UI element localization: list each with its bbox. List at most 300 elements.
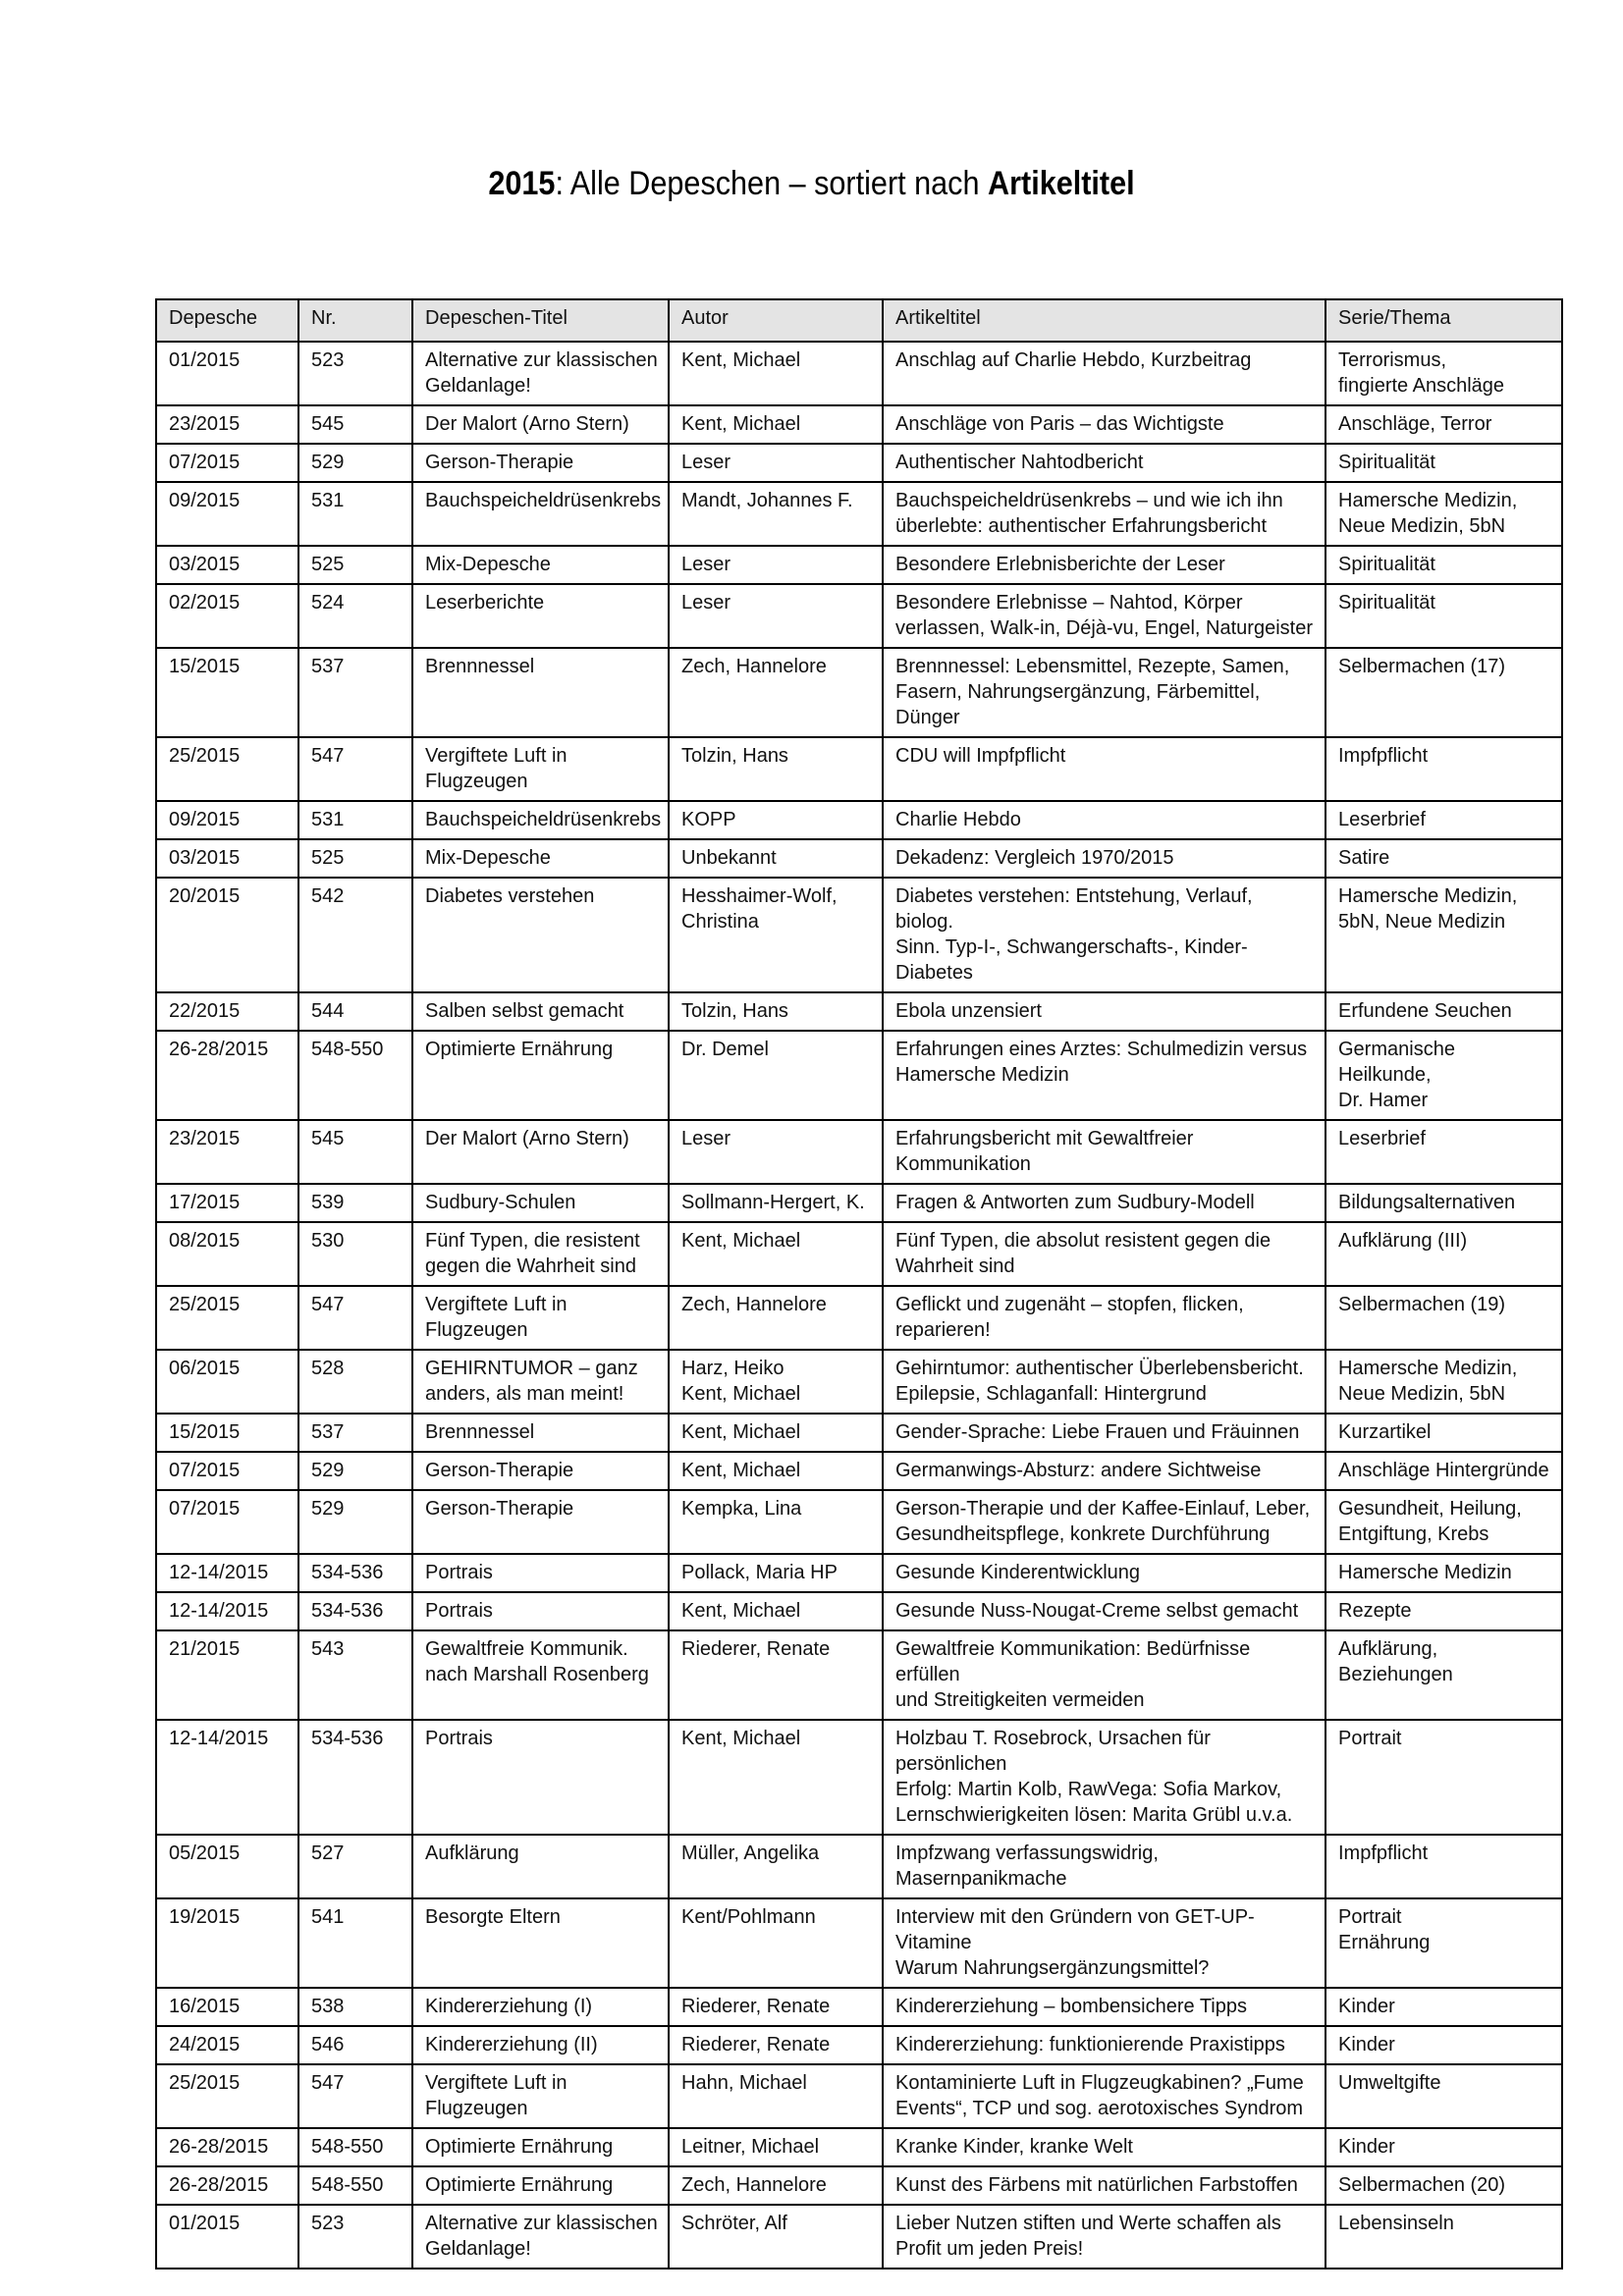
cell-depeschen-titel-text: Diabetes verstehen	[425, 885, 595, 907]
table-row	[156, 1184, 1562, 1222]
cell-nr-text: 547	[311, 1294, 345, 1315]
table-row	[156, 2128, 1562, 2166]
cell-nr-text: 542	[311, 885, 345, 907]
cell-artikeltitel-text: Kontaminierte Luft in Flugzeugkabinen? „Fume Events“, TCP und sog. aerotoxisches Syndrom	[895, 2072, 1304, 2119]
cell-nr-text: 534-536	[311, 1728, 384, 1749]
cell-nr-text: 525	[311, 847, 345, 869]
cell-nr-text: 547	[311, 745, 345, 767]
cell-serie-thema	[1325, 1720, 1562, 1835]
cell-depesche-text: 26-28/2015	[169, 2174, 269, 2196]
cell-depeschen-titel-text: Alternative zur klassischen Geldanlage!	[425, 349, 658, 397]
cell-autor	[669, 546, 883, 584]
cell-depeschen-titel	[412, 342, 669, 405]
cell-serie-thema	[1325, 1490, 1562, 1554]
table-row	[156, 648, 1562, 737]
cell-depeschen-titel-text: Gewaltfreie Kommunik. nach Marshall Rosenberg	[425, 1638, 649, 1685]
cell-nr-text: 548-550	[311, 2174, 384, 2196]
cell-serie-thema	[1325, 992, 1562, 1031]
cell-artikeltitel-text: Gehirntumor: authentischer Überlebensbericht. Epilepsie, Schlaganfall: Hintergrund	[895, 1358, 1304, 1405]
cell-autor	[669, 342, 883, 405]
cell-depesche-text: 19/2015	[169, 1906, 241, 1928]
cell-serie-thema-text: Satire	[1338, 847, 1390, 869]
cell-nr-text: 537	[311, 656, 345, 677]
cell-depesche-text: 22/2015	[169, 1000, 241, 1022]
table-row	[156, 839, 1562, 878]
table-row	[156, 1988, 1562, 2026]
table-row	[156, 1835, 1562, 1898]
cell-depeschen-titel	[412, 546, 669, 584]
cell-artikeltitel	[883, 1120, 1325, 1184]
cell-serie-thema-text: Aufklärung, Beziehungen	[1338, 1638, 1453, 1685]
cell-artikeltitel-text: Lieber Nutzen stiften und Werte schaffen als Profit um jeden Preis!	[895, 2213, 1281, 2260]
cell-depesche-text: 12-14/2015	[169, 1562, 269, 1583]
cell-nr	[298, 342, 412, 405]
cell-nr-text: 529	[311, 1498, 345, 1520]
cell-autor-text: Zech, Hannelore	[681, 1294, 827, 1315]
cell-autor	[669, 1490, 883, 1554]
cell-serie-thema-text: Impfpflicht	[1338, 745, 1429, 767]
cell-depesche-text: 25/2015	[169, 1294, 241, 1315]
cell-nr	[298, 2128, 412, 2166]
cell-depesche-text: 15/2015	[169, 1421, 241, 1443]
cell-depeschen-titel	[412, 2166, 669, 2205]
cell-nr-text: 548-550	[311, 1039, 384, 1060]
cell-depesche-text: 01/2015	[169, 349, 241, 371]
cell-artikeltitel	[883, 2128, 1325, 2166]
cell-autor	[669, 1350, 883, 1414]
cell-depeschen-titel-text: Vergiftete Luft in Flugzeugen	[425, 1294, 568, 1341]
cell-depeschen-titel	[412, 801, 669, 839]
table-header	[156, 299, 1562, 342]
cell-serie-thema	[1325, 482, 1562, 546]
cell-autor-text: Mandt, Johannes F.	[681, 490, 853, 511]
cell-nr	[298, 801, 412, 839]
cell-depesche	[156, 1414, 298, 1452]
cell-depesche	[156, 801, 298, 839]
cell-nr-text: 547	[311, 2072, 345, 2094]
cell-nr-text: 529	[311, 1460, 345, 1481]
cell-serie-thema	[1325, 444, 1562, 482]
cell-serie-thema	[1325, 405, 1562, 444]
cell-nr	[298, 2064, 412, 2128]
table-row	[156, 1222, 1562, 1286]
cell-serie-thema	[1325, 1031, 1562, 1120]
cell-artikeltitel	[883, 405, 1325, 444]
cell-autor	[669, 2205, 883, 2269]
cell-depesche	[156, 482, 298, 546]
cell-depeschen-titel	[412, 1414, 669, 1452]
cell-depeschen-titel-text: Optimierte Ernährung	[425, 1039, 614, 1060]
cell-serie-thema-text: Selbermachen (17)	[1338, 656, 1506, 677]
depeschen-table	[155, 298, 1563, 2269]
cell-depeschen-titel-text: Der Malort (Arno Stern)	[425, 1128, 629, 1149]
cell-nr-text: 539	[311, 1192, 345, 1213]
table-row	[156, 1286, 1562, 1350]
cell-serie-thema	[1325, 1222, 1562, 1286]
cell-depeschen-titel-text: Alternative zur klassischen Geldanlage!	[425, 2213, 658, 2260]
cell-depeschen-titel	[412, 2128, 669, 2166]
cell-depesche	[156, 1988, 298, 2026]
cell-nr	[298, 992, 412, 1031]
cell-artikeltitel-text: Gender-Sprache: Liebe Frauen und Fräuinnen	[895, 1421, 1300, 1443]
cell-serie-thema-text: Hamersche Medizin, Neue Medizin, 5bN	[1338, 490, 1518, 537]
cell-depesche-text: 17/2015	[169, 1192, 241, 1213]
cell-depeschen-titel-text: GEHIRNTUMOR – ganz anders, als man meint!	[425, 1358, 638, 1405]
cell-autor	[669, 1630, 883, 1720]
cell-nr	[298, 1286, 412, 1350]
cell-depesche-text: 07/2015	[169, 452, 241, 473]
cell-nr-text: 541	[311, 1906, 345, 1928]
cell-depesche-text: 08/2015	[169, 1230, 241, 1252]
cell-depesche	[156, 1184, 298, 1222]
cell-nr-text: 527	[311, 1842, 345, 1864]
cell-depesche-text: 23/2015	[169, 413, 241, 435]
cell-depesche	[156, 878, 298, 992]
cell-nr	[298, 2205, 412, 2269]
cell-autor-text: Riederer, Renate	[681, 2034, 831, 2056]
cell-autor-text: Unbekannt	[681, 847, 777, 869]
cell-artikeltitel	[883, 878, 1325, 992]
table-row	[156, 801, 1562, 839]
cell-artikeltitel	[883, 2166, 1325, 2205]
cell-artikeltitel-text: Besondere Erlebnisberichte der Leser	[895, 554, 1225, 575]
cell-depesche-text: 25/2015	[169, 2072, 241, 2094]
cell-depeschen-titel	[412, 2064, 669, 2128]
cell-depeschen-titel	[412, 405, 669, 444]
cell-depesche-text: 20/2015	[169, 885, 241, 907]
cell-depeschen-titel-text: Der Malort (Arno Stern)	[425, 413, 629, 435]
cell-autor	[669, 584, 883, 648]
cell-autor-text: Riederer, Renate	[681, 1638, 831, 1660]
cell-depesche-text: 03/2015	[169, 554, 241, 575]
cell-serie-thema	[1325, 2205, 1562, 2269]
cell-serie-thema-text: Selbermachen (19)	[1338, 1294, 1506, 1315]
cell-depesche	[156, 1592, 298, 1630]
cell-autor	[669, 405, 883, 444]
cell-nr-text: 531	[311, 490, 345, 511]
cell-depesche-text: 06/2015	[169, 1358, 241, 1379]
cell-depesche-text: 09/2015	[169, 490, 241, 511]
cell-artikeltitel-text: Impfzwang verfassungswidrig, Masernpanikmache	[895, 1842, 1159, 1890]
cell-artikeltitel-text: Kindererziehung – bombensichere Tipps	[895, 1996, 1247, 2017]
cell-depesche	[156, 405, 298, 444]
cell-artikeltitel	[883, 482, 1325, 546]
cell-depesche-text: 21/2015	[169, 1638, 241, 1660]
cell-artikeltitel-text: Bauchspeicheldrüsenkrebs – und wie ich ihn überlebte: authentischer Erfahrungsbericht	[895, 490, 1283, 537]
cell-autor-text: Kent, Michael	[681, 413, 801, 435]
cell-autor	[669, 878, 883, 992]
cell-artikeltitel-text: Kindererziehung: funktionierende Praxistipps	[895, 2034, 1285, 2056]
cell-autor-text: Hahn, Michael	[681, 2072, 807, 2094]
cell-autor	[669, 992, 883, 1031]
cell-artikeltitel	[883, 1222, 1325, 1286]
title-sort-key: Artikeltitel	[987, 165, 1135, 202]
title-year: 2015	[488, 165, 556, 202]
table-row	[156, 1720, 1562, 1835]
cell-autor-text: Kempka, Lina	[681, 1498, 802, 1520]
cell-depeschen-titel-text: Brennnessel	[425, 656, 535, 677]
table-row	[156, 584, 1562, 648]
cell-depesche-text: 03/2015	[169, 847, 241, 869]
cell-artikeltitel-text: Authentischer Nahtodbericht	[895, 452, 1144, 473]
cell-artikeltitel-text: Brennnessel: Lebensmittel, Rezepte, Samen, Fasern, Nahrungsergänzung, Färbemittel, Dünger	[895, 656, 1290, 728]
cell-depeschen-titel-text: Mix-Depesche	[425, 847, 551, 869]
cell-serie-thema-text: Impfpflicht	[1338, 1842, 1429, 1864]
cell-depesche-text: 07/2015	[169, 1460, 241, 1481]
cell-artikeltitel	[883, 342, 1325, 405]
cell-depeschen-titel-text: Brennnessel	[425, 1421, 535, 1443]
cell-depeschen-titel	[412, 1592, 669, 1630]
cell-depesche-text: 16/2015	[169, 1996, 241, 2017]
cell-nr-text: 543	[311, 1638, 345, 1660]
cell-serie-thema-text: Hamersche Medizin	[1338, 1562, 1512, 1583]
cell-autor	[669, 1414, 883, 1452]
cell-depesche-text: 09/2015	[169, 809, 241, 830]
cell-autor	[669, 1720, 883, 1835]
cell-depesche	[156, 1031, 298, 1120]
cell-nr	[298, 1720, 412, 1835]
cell-serie-thema-text: Spiritualität	[1338, 592, 1435, 614]
cell-depesche-text: 12-14/2015	[169, 1600, 269, 1622]
cell-nr	[298, 2026, 412, 2064]
table-row	[156, 1414, 1562, 1452]
cell-autor-text: Leitner, Michael	[681, 2136, 820, 2158]
cell-autor-text: Kent, Michael	[681, 1421, 801, 1443]
cell-nr	[298, 1490, 412, 1554]
cell-depeschen-titel	[412, 1988, 669, 2026]
table-row	[156, 2064, 1562, 2128]
cell-artikeltitel-text: Gesunde Kinderentwicklung	[895, 1562, 1141, 1583]
cell-serie-thema-text: Portrait Ernährung	[1338, 1906, 1431, 1953]
cell-depeschen-titel-text: Gerson-Therapie	[425, 452, 574, 473]
cell-nr	[298, 584, 412, 648]
cell-artikeltitel	[883, 1452, 1325, 1490]
cell-artikeltitel	[883, 1414, 1325, 1452]
cell-autor-text: KOPP	[681, 809, 736, 830]
cell-serie-thema-text: Kinder	[1338, 2034, 1395, 2056]
cell-artikeltitel	[883, 801, 1325, 839]
cell-depeschen-titel-text: Kindererziehung (II)	[425, 2034, 598, 2056]
table-row	[156, 405, 1562, 444]
cell-depesche	[156, 1490, 298, 1554]
table-row	[156, 878, 1562, 992]
cell-depeschen-titel-text: Portrais	[425, 1600, 493, 1622]
cell-serie-thema-text: Kinder	[1338, 1996, 1395, 2017]
cell-serie-thema	[1325, 737, 1562, 801]
cell-serie-thema-text: Gesundheit, Heilung, Entgiftung, Krebs	[1338, 1498, 1522, 1545]
cell-artikeltitel-text: Kunst des Färbens mit natürlichen Farbstoffen	[895, 2174, 1298, 2196]
cell-autor-text: Leser	[681, 1128, 731, 1149]
cell-artikeltitel	[883, 1286, 1325, 1350]
cell-depesche	[156, 1630, 298, 1720]
cell-depesche-text: 24/2015	[169, 2034, 241, 2056]
cell-serie-thema-text: Germanische Heilkunde, Dr. Hamer	[1338, 1039, 1455, 1111]
cell-depeschen-titel	[412, 1554, 669, 1592]
cell-depeschen-titel-text: Salben selbst gemacht	[425, 1000, 624, 1022]
cell-artikeltitel-text: Fragen & Antworten zum Sudbury-Modell	[895, 1192, 1255, 1213]
cell-artikeltitel	[883, 2205, 1325, 2269]
cell-artikeltitel	[883, 1031, 1325, 1120]
cell-serie-thema	[1325, 2166, 1562, 2205]
page-title	[81, 165, 1542, 203]
cell-artikeltitel	[883, 1350, 1325, 1414]
cell-depeschen-titel-text: Optimierte Ernährung	[425, 2136, 614, 2158]
cell-serie-thema	[1325, 1592, 1562, 1630]
cell-nr-text: 538	[311, 1996, 345, 2017]
cell-autor	[669, 1031, 883, 1120]
cell-depesche	[156, 1835, 298, 1898]
cell-depeschen-titel	[412, 1452, 669, 1490]
cell-autor-text: Leser	[681, 554, 731, 575]
cell-artikeltitel	[883, 737, 1325, 801]
column-header-depesche: Depesche	[156, 299, 298, 342]
cell-autor	[669, 1835, 883, 1898]
cell-depeschen-titel-text: Fünf Typen, die resistent gegen die Wahrheit sind	[425, 1230, 640, 1277]
cell-depesche	[156, 839, 298, 878]
cell-depeschen-titel-text: Mix-Depesche	[425, 554, 551, 575]
cell-autor-text: Tolzin, Hans	[681, 1000, 788, 1022]
cell-serie-thema-text: Anschläge Hintergründe	[1338, 1460, 1549, 1481]
cell-serie-thema-text: Umweltgifte	[1338, 2072, 1441, 2094]
cell-depeschen-titel	[412, 1490, 669, 1554]
cell-depesche	[156, 1720, 298, 1835]
cell-autor	[669, 1452, 883, 1490]
cell-depeschen-titel	[412, 1286, 669, 1350]
cell-depesche	[156, 2128, 298, 2166]
cell-serie-thema	[1325, 1898, 1562, 1988]
cell-depesche	[156, 1222, 298, 1286]
cell-depeschen-titel-text: Gerson-Therapie	[425, 1460, 574, 1481]
cell-depeschen-titel-text: Besorgte Eltern	[425, 1906, 561, 1928]
depeschen-table-container	[155, 298, 1561, 2269]
cell-artikeltitel-text: Erfahrungen eines Arztes: Schulmedizin versus Hamersche Medizin	[895, 1039, 1308, 1086]
cell-autor-text: Sollmann-Hergert, K.	[681, 1192, 865, 1213]
cell-nr	[298, 1031, 412, 1120]
cell-autor	[669, 444, 883, 482]
cell-nr	[298, 405, 412, 444]
cell-serie-thema	[1325, 1120, 1562, 1184]
cell-depeschen-titel-text: Sudbury-Schulen	[425, 1192, 576, 1213]
cell-artikeltitel	[883, 1835, 1325, 1898]
cell-depesche	[156, 546, 298, 584]
cell-nr	[298, 1898, 412, 1988]
cell-artikeltitel-text: Besondere Erlebnisse – Nahtod, Körper verlassen, Walk-in, Déjà-vu, Engel, Naturgeister	[895, 592, 1313, 639]
cell-serie-thema	[1325, 1630, 1562, 1720]
table-row	[156, 1898, 1562, 1988]
cell-autor	[669, 801, 883, 839]
cell-autor-text: Leser	[681, 452, 731, 473]
cell-depeschen-titel	[412, 1031, 669, 1120]
cell-serie-thema	[1325, 1184, 1562, 1222]
table-row	[156, 1554, 1562, 1592]
cell-depesche-text: 05/2015	[169, 1842, 241, 1864]
cell-artikeltitel-text: Dekadenz: Vergleich 1970/2015	[895, 847, 1174, 869]
cell-autor	[669, 1554, 883, 1592]
cell-nr-text: 531	[311, 809, 345, 830]
cell-autor	[669, 2166, 883, 2205]
cell-artikeltitel	[883, 1184, 1325, 1222]
cell-artikeltitel-text: Anschlag auf Charlie Hebdo, Kurzbeitrag	[895, 349, 1252, 371]
cell-depeschen-titel-text: Vergiftete Luft in Flugzeugen	[425, 2072, 568, 2119]
cell-serie-thema	[1325, 1350, 1562, 1414]
cell-depeschen-titel	[412, 444, 669, 482]
cell-autor-text: Kent, Michael	[681, 349, 801, 371]
cell-depesche	[156, 342, 298, 405]
cell-depeschen-titel	[412, 584, 669, 648]
cell-nr	[298, 2166, 412, 2205]
cell-serie-thema-text: Bildungsalternativen	[1338, 1192, 1516, 1213]
cell-nr-text: 534-536	[311, 1600, 384, 1622]
cell-depeschen-titel	[412, 648, 669, 737]
cell-artikeltitel-text: Interview mit den Gründern von GET-UP-Vitamine Warum Nahrungsergänzungsmittel?	[895, 1906, 1255, 1979]
cell-depesche-text: 23/2015	[169, 1128, 241, 1149]
cell-nr	[298, 1350, 412, 1414]
cell-autor-text: Zech, Hannelore	[681, 2174, 827, 2196]
cell-artikeltitel	[883, 1592, 1325, 1630]
cell-artikeltitel	[883, 584, 1325, 648]
cell-nr	[298, 546, 412, 584]
cell-depeschen-titel	[412, 1835, 669, 1898]
column-header-autor: Autor	[669, 299, 883, 342]
cell-nr-text: 537	[311, 1421, 345, 1443]
table-row	[156, 546, 1562, 584]
cell-autor-text: Kent, Michael	[681, 1230, 801, 1252]
cell-serie-thema	[1325, 839, 1562, 878]
cell-serie-thema	[1325, 2128, 1562, 2166]
cell-depeschen-titel-text: Kindererziehung (I)	[425, 1996, 593, 2017]
cell-nr	[298, 1592, 412, 1630]
cell-depeschen-titel	[412, 1720, 669, 1835]
cell-serie-thema-text: Hamersche Medizin, 5bN, Neue Medizin	[1338, 885, 1518, 933]
cell-serie-thema	[1325, 1414, 1562, 1452]
cell-serie-thema-text: Selbermachen (20)	[1338, 2174, 1506, 2196]
cell-depeschen-titel	[412, 737, 669, 801]
cell-serie-thema-text: Leserbrief	[1338, 1128, 1426, 1149]
cell-depesche-text: 25/2015	[169, 745, 241, 767]
cell-depesche-text: 01/2015	[169, 2213, 241, 2234]
cell-serie-thema-text: Lebensinseln	[1338, 2213, 1454, 2234]
cell-nr	[298, 1554, 412, 1592]
cell-depeschen-titel	[412, 2026, 669, 2064]
cell-depesche	[156, 1554, 298, 1592]
column-header-serie-thema: Serie/Thema	[1325, 299, 1562, 342]
cell-autor	[669, 1286, 883, 1350]
cell-nr-text: 523	[311, 2213, 345, 2234]
cell-artikeltitel-text: Ebola unzensiert	[895, 1000, 1042, 1022]
column-header-depeschen-titel: Depeschen-Titel	[412, 299, 669, 342]
cell-artikeltitel-text: Erfahrungsbericht mit Gewaltfreier Kommunikation	[895, 1128, 1194, 1175]
cell-autor-text: Schröter, Alf	[681, 2213, 787, 2234]
cell-depeschen-titel	[412, 2205, 669, 2269]
cell-artikeltitel-text: Geflickt und zugenäht – stopfen, flicken, reparieren!	[895, 1294, 1244, 1341]
cell-serie-thema	[1325, 342, 1562, 405]
cell-serie-thema	[1325, 2026, 1562, 2064]
cell-depesche	[156, 2026, 298, 2064]
cell-autor	[669, 648, 883, 737]
cell-depesche	[156, 737, 298, 801]
cell-nr-text: 546	[311, 2034, 345, 2056]
table-row	[156, 1350, 1562, 1414]
cell-serie-thema	[1325, 1286, 1562, 1350]
cell-artikeltitel-text: Anschläge von Paris – das Wichtigste	[895, 413, 1224, 435]
cell-depeschen-titel	[412, 839, 669, 878]
cell-nr-text: 545	[311, 1128, 345, 1149]
table-row	[156, 1630, 1562, 1720]
cell-nr-text: 528	[311, 1358, 345, 1379]
cell-autor-text: Kent, Michael	[681, 1600, 801, 1622]
cell-nr	[298, 482, 412, 546]
cell-serie-thema-text: Kurzartikel	[1338, 1421, 1432, 1443]
